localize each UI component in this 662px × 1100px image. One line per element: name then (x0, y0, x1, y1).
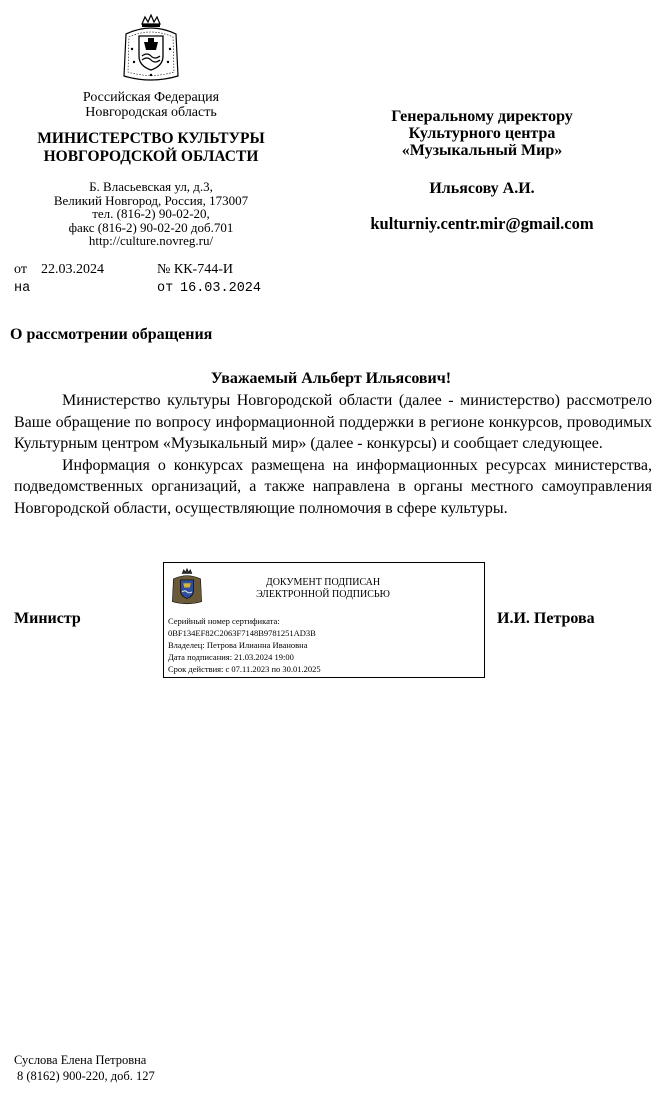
greeting: Уважаемый Альберт Ильясович! (210, 370, 452, 387)
address-street: Б. Власьевская ул, д.3, (89, 179, 213, 194)
reg-date: 22.03.2024 (41, 262, 104, 277)
recipient-email[interactable]: kulturniy.centr.mir@gmail.com (370, 214, 594, 233)
reg-to-label: на (14, 281, 31, 296)
stamp-owner: Владелец: Петрова Илианна Ивановна (168, 640, 308, 650)
stamp-title-line1: ДОКУМЕНТ ПОДПИСАН (265, 577, 381, 588)
phone-number: тел. (816-2) 90-02-20, (92, 206, 210, 222)
reg-ref-date: 16.03.2024 (180, 281, 262, 296)
sender-block (0, 14, 302, 248)
reg-ref-label: от (157, 281, 174, 296)
website-link[interactable]: http://culture.novreg.ru/ (88, 233, 214, 249)
electronic-signature-stamp (163, 562, 485, 678)
paragraph-2: Информация о конкурсах размещена на информационных ресурсах министерства, подведомственных организаций, а также направлена в органы местного самоуправления Новгородской области, осуществляющие полномочия в сфере культуры. (14, 456, 652, 517)
letter-body (14, 390, 652, 519)
stamp-sign-date: Дата подписания: 21.03.2024 19:00 (168, 652, 294, 662)
recipient-position-line1: Генеральному директору (391, 108, 573, 125)
recipient-position-line3: «Музыкальный Мир» (401, 142, 563, 159)
signatory-position: Министр (14, 610, 81, 627)
country-name: Российская Федерация (82, 90, 220, 105)
coat-of-arms-icon (120, 14, 182, 84)
stamp-validity: Срок действия: с 07.11.2023 по 30.01.2025 (168, 664, 321, 674)
recipient-name: Ильясову А.И. (429, 180, 535, 197)
region-name: Новгородская область (85, 105, 217, 120)
reg-from-label: от (14, 262, 27, 277)
ministry-name-line2: НОВГОРОДСКОЙ ОБЛАСТИ (43, 148, 259, 165)
reg-number: № КК-744-И (157, 262, 233, 277)
paragraph-1: Министерство культуры Новгородской области (далее - министерство) рассмотрело Ваше обращение по вопросу информационной поддержки в регионе конкурсов, проводимых Культурным центром «Музыкальный мир» (далее - конкурсы) и сообщает следующее. (14, 392, 652, 452)
letter-subject: О рассмотрении обращения (10, 326, 213, 343)
ministry-name-line1: МИНИСТЕРСТВО КУЛЬТУРЫ (37, 130, 265, 147)
recipient-position-line2: Культурного центра (408, 125, 556, 142)
stamp-coat-of-arms-icon (170, 568, 204, 606)
signatory-name: И.И. Петрова (497, 610, 595, 627)
stamp-cert-number: 0BF134EF82C2063F7148B9781251AD3B (168, 628, 316, 638)
executor-phone: 8 (8162) 900-220, доб. 127 (17, 1069, 155, 1083)
stamp-title-line2: ЭЛЕКТРОННОЙ ПОДПИСЬЮ (256, 589, 390, 600)
stamp-cert-label: Серийный номер сертификата: (168, 616, 280, 626)
fax-number: факс (816-2) 90-02-20 доб.701 (68, 219, 234, 235)
recipient-block (322, 108, 642, 232)
address-city: Великий Новгород, Россия, 173007 (53, 192, 249, 208)
executor-name: Суслова Елена Петровна (14, 1053, 147, 1067)
